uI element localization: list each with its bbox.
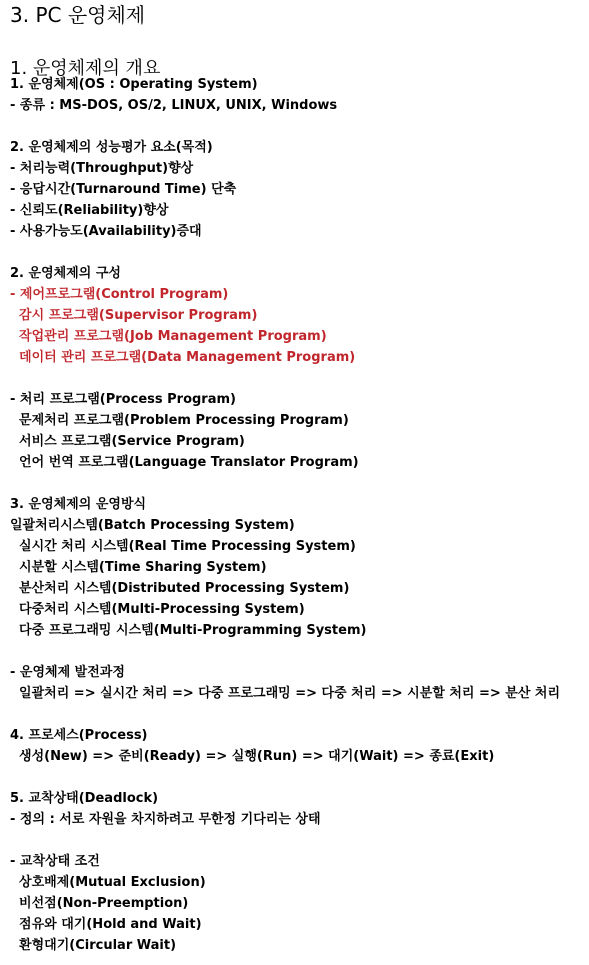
text-line: - 종류 : MS-DOS, OS/2, LINUX, UNIX, Windows <box>10 98 338 113</box>
text-line: 5. 교착상태(Deadlock) <box>10 791 159 806</box>
text-line: 분산처리 시스템(Distributed Processing System) <box>10 581 350 596</box>
text-line: 서비스 프로그램(Service Program) <box>10 434 245 449</box>
text-line: 2. 운영체제의 성능평가 요소(목적) <box>10 140 213 155</box>
text-line: - 정의 : 서로 자원을 차지하려고 무한정 기다리는 상태 <box>10 812 321 827</box>
text-line: - 처리 프로그램(Process Program) <box>10 392 236 407</box>
text-line: 실시간 처리 시스템(Real Time Processing System) <box>10 539 356 554</box>
text-line: 작업관리 프로그램(Job Management Program) <box>10 329 327 344</box>
text-line: 일괄처리 => 실시간 처리 => 다중 프로그래밍 => 다중 처리 => 시분할 처리 => 분산 처리 <box>10 686 561 701</box>
text-line: 2. 운영체제의 구성 <box>10 266 121 281</box>
text-line: 다중처리 시스템(Multi-Processing System) <box>10 602 305 617</box>
text-line: - 사용가능도(Availability)증대 <box>10 224 202 239</box>
text-line: - 교착상태 조건 <box>10 854 100 869</box>
text-line: 언어 번역 프로그램(Language Translator Program) <box>10 455 359 470</box>
text-line: 환형대기(Circular Wait) <box>10 938 177 953</box>
text-line: - 처리능력(Throughput)향상 <box>10 161 194 176</box>
text-line: 생성(New) => 준비(Ready) => 실행(Run) => 대기(Wait) => 종료(Exit) <box>10 749 495 764</box>
text-line: 감시 프로그램(Supervisor Program) <box>10 308 258 323</box>
text-line: 1. 운영체제(OS : Operating System) <box>10 77 258 92</box>
text-line: 4. 프로세스(Process) <box>10 728 148 743</box>
text-line: 데이터 관리 프로그램(Data Management Program) <box>10 350 356 365</box>
text-line: 점유와 대기(Hold and Wait) <box>10 917 202 932</box>
text-line: - 제어프로그램(Control Program) <box>10 287 229 302</box>
text-line: 문제처리 프로그램(Problem Processing Program) <box>10 413 349 428</box>
text-line: 다중 프로그래밍 시스템(Multi-Programming System) <box>10 623 367 638</box>
text-line: - 응답시간(Turnaround Time) 단축 <box>10 182 237 197</box>
text-line: - 운영체제 발전과정 <box>10 665 125 680</box>
document-title: 3. PC 운영체제 <box>10 3 146 27</box>
text-line: 상호배제(Mutual Exclusion) <box>10 875 206 890</box>
text-line: 3. 운영체제의 운영방식 <box>10 497 147 512</box>
section-heading: 1. 운영체제의 개요 <box>10 58 161 79</box>
text-line: 일괄처리시스템(Batch Processing System) <box>10 518 295 533</box>
text-line: 비선점(Non-Preemption) <box>10 896 189 911</box>
text-line: 시분할 시스템(Time Sharing System) <box>10 560 267 575</box>
text-line: - 신뢰도(Reliability)향상 <box>10 203 169 218</box>
